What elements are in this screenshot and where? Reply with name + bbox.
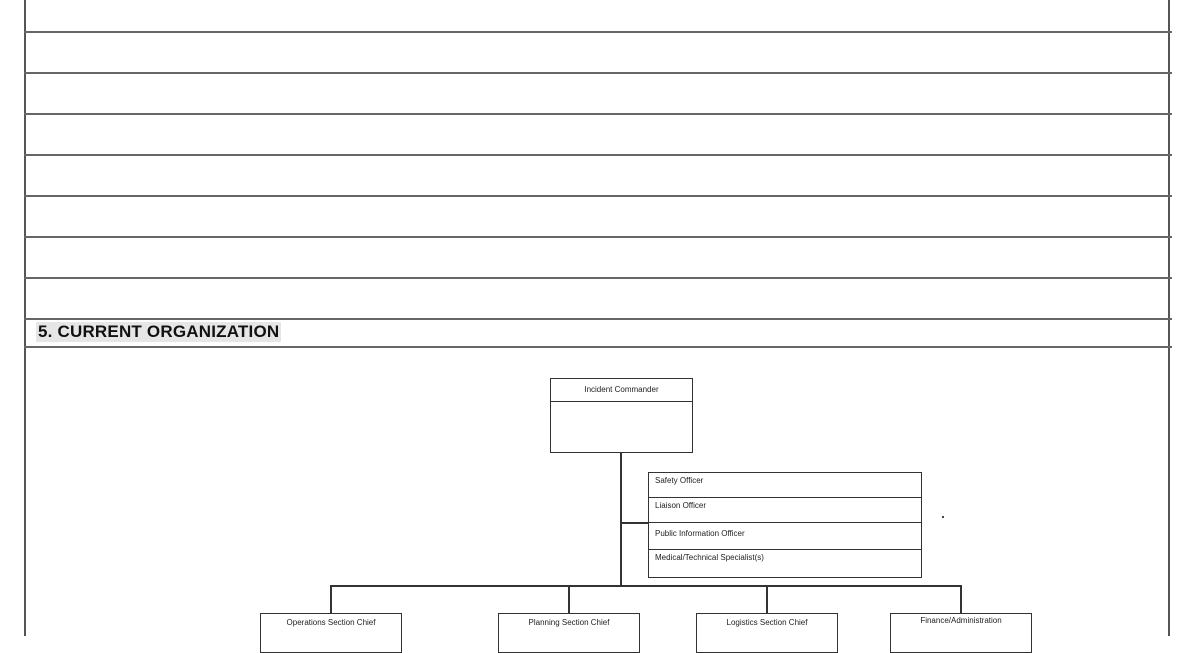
section-chief-label: Logistics Section Chief [726,618,808,627]
staff-row-public-information-officer[interactable] [649,523,921,550]
section-chief-label: Planning Section Chief [528,618,610,627]
command-staff-box [648,472,922,578]
section-chief-label: Operations Section Chief [286,618,376,627]
connector-line [960,585,962,613]
incident-commander-title-cell [551,379,692,402]
staff-label: Liaison Officer [655,501,706,510]
staff-label: Medical/Technical Specialist(s) [655,553,764,562]
incident-commander-label: Incident Commander [584,385,659,394]
text-entry-line[interactable] [26,115,1170,155]
section-title: 5. CURRENT ORGANIZATION [38,322,280,341]
text-entry-line[interactable] [26,197,1170,237]
connector-line [620,453,622,587]
staff-label: Public Information Officer [655,529,745,538]
logistics-section-chief-box [696,613,838,653]
connector-line [766,585,768,613]
text-entry-line[interactable] [26,74,1170,114]
text-entry-line[interactable] [26,156,1170,196]
connector-line [330,585,332,613]
incident-commander-name-field[interactable] [551,402,692,452]
incident-commander-box [550,378,693,453]
finance-administration-box [890,613,1032,653]
staff-row-safety-officer[interactable] [649,473,921,498]
text-entry-line[interactable] [26,33,1170,73]
connector-line [330,585,962,587]
text-entry-line[interactable] [26,279,1170,318]
connector-line [568,585,570,613]
section-chief-label: Finance/Administration [920,616,1002,625]
staff-row-medical-technical-specialists[interactable] [649,550,921,577]
section-header [26,320,1170,346]
text-entry-line[interactable] [26,238,1170,278]
staff-row-liaison-officer[interactable] [649,498,921,523]
org-chart [26,348,1170,638]
planning-section-chief-box [498,613,640,653]
connector-line [620,522,648,524]
staff-label: Safety Officer [655,476,704,485]
stray-mark [942,516,944,518]
operations-section-chief-box [260,613,402,653]
